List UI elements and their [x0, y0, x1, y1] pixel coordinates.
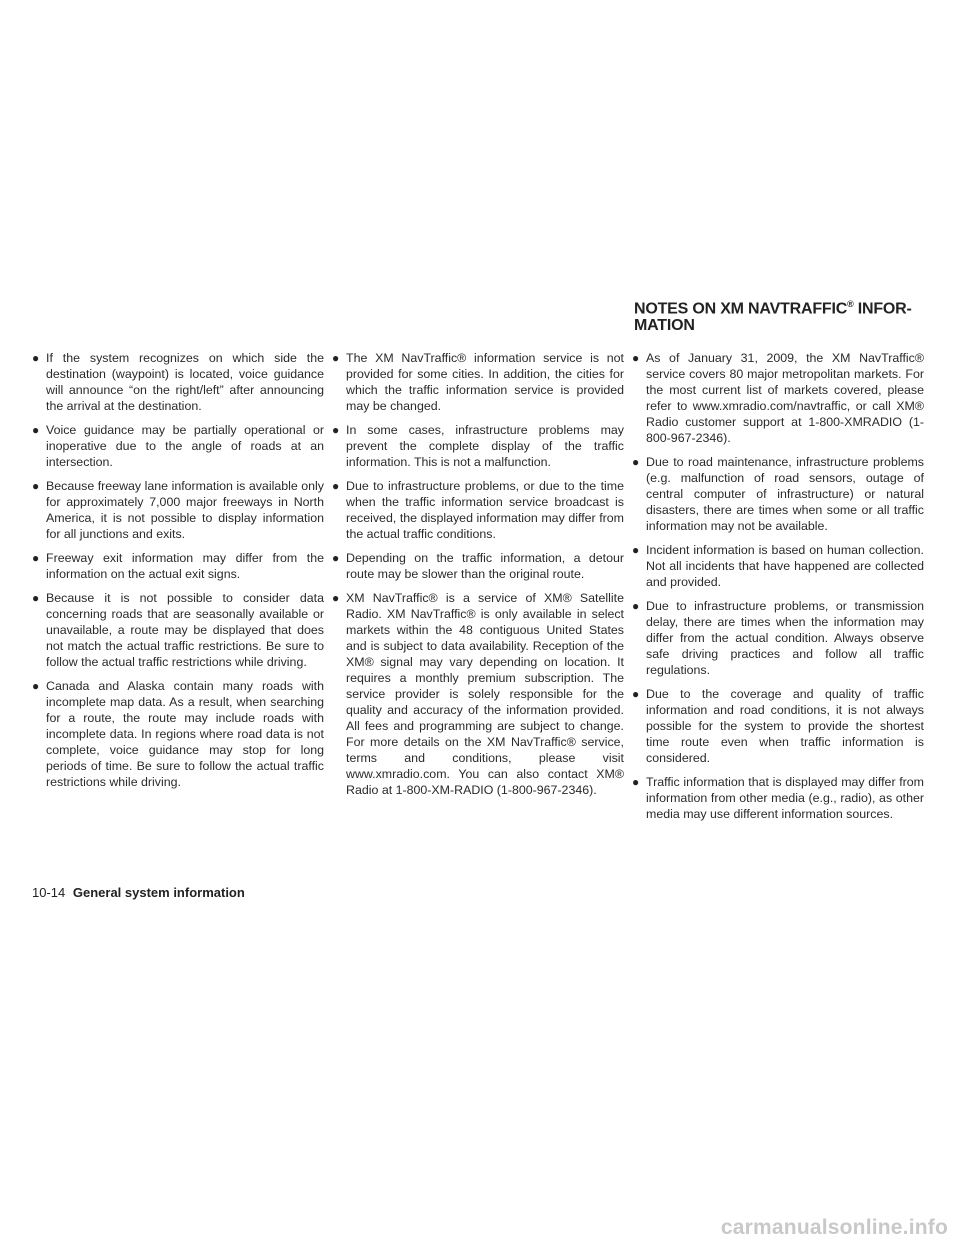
heading-line1-end: INFOR- [853, 300, 912, 318]
list-item [332, 350, 624, 414]
bullet-icon: ● [632, 775, 640, 789]
list-item-text: Traffic information that is displayed may differ from information from other media (e.g., radio), as other media may use different information sources. [646, 775, 924, 821]
bullet-icon: ● [332, 479, 340, 493]
list-item-text: Incident information is based on human collection. Not all incidents that have happened are collected and provided. [646, 543, 924, 589]
heading-registered-mark: ® [847, 299, 854, 309]
bullet-icon: ● [632, 455, 640, 469]
bullet-icon: ● [632, 599, 640, 613]
column-left [32, 350, 324, 798]
list-item-text: Due to the coverage and quality of traffic information and road conditions, it is not always possible for the system to provide the shortest time route even when traffic information is considered. [646, 687, 924, 765]
bullet-icon: ● [32, 423, 40, 437]
list-item-text: If the system recognizes on which side the destination (waypoint) is located, voice guidance will announce “on the right/left” after announcing the arrival at the destination. [46, 351, 324, 413]
list-item-text: Due to infrastructure problems, or transmission delay, there are times when the information may differ from the actual condition. Always observe safe driving practices and follow all traffic regulations. [646, 599, 924, 677]
list-item-text: The XM NavTraffic® information service is not provided for some cities. In addition, the cities for which the traffic information service is provided may be changed. [346, 351, 624, 413]
list-item [32, 678, 324, 790]
list-item-text: Due to road maintenance, infrastructure problems (e.g. malfunction of road sensors, outage of central computer of infrastructure) or natural disasters, there are times when some or all traffic information may not be available. [646, 455, 924, 533]
heading-line1: NOTES ON XM NAVTRAFFIC [634, 300, 848, 318]
section-title: General system information [72, 885, 245, 900]
heading-line2: MATION [634, 317, 695, 335]
bullet-icon: ● [332, 551, 340, 565]
column-right [632, 350, 924, 830]
page-footer [32, 885, 245, 900]
page-number: 10-14 [32, 885, 66, 900]
list-item [632, 774, 924, 822]
section-heading [634, 296, 934, 334]
list-item-text: Canada and Alaska contain many roads with incomplete map data. As a result, when searching for a route, the route may include roads with incomplete data. In regions where road data is not complete, voice guidance may stop for long periods of time. Be sure to follow the actual traffic restrictions while driving. [46, 679, 324, 789]
list-item [332, 422, 624, 470]
list-item-text: Depending on the traffic information, a detour route may be slower than the original route. [346, 551, 624, 581]
bullet-icon: ● [632, 543, 640, 557]
bullet-icon: ● [632, 351, 640, 365]
list-item [32, 478, 324, 542]
list-item-text: Because it is not possible to consider data concerning roads that are seasonally available or unavailable, a route may be displayed that does not match the actual traffic restrictions. Be sure to follow the actual traffic restrictions while driving. [46, 591, 324, 669]
list-item [32, 550, 324, 582]
list-item [632, 542, 924, 590]
list-item [632, 350, 924, 446]
bullet-icon: ● [32, 591, 40, 605]
bullet-icon: ● [32, 551, 40, 565]
list-item [32, 422, 324, 470]
list-item [632, 686, 924, 766]
watermark-bar [0, 1212, 960, 1242]
list-item [32, 590, 324, 670]
bullet-icon: ● [32, 351, 40, 365]
bullet-icon: ● [332, 423, 340, 437]
list-item [632, 454, 924, 534]
list-item-text: XM NavTraffic® is a service of XM® Satellite Radio. XM NavTraffic® is only available in select markets within the 48 contiguous United States and is subject to data availability. Reception of the XM® signal may vary depending on location. It requires a monthly premium subscription. The service provider is solely responsible for the quality and accuracy of the information provided. All fees and programming are subject to change. For more details on the XM NavTraffic® service, terms and conditions, please visit www.xmradio.com. You can also contact XM® Radio at 1-800-XM-RADIO (1-800-967-2346). [346, 591, 624, 797]
bullet-icon: ● [632, 687, 640, 701]
list-item [32, 350, 324, 414]
list-item-text: In some cases, infrastructure problems may prevent the complete display of the traffic information. This is not a malfunction. [346, 423, 624, 469]
bullet-icon: ● [332, 591, 340, 605]
list-item-text: Voice guidance may be partially operational or inoperative due to the angle of roads at an intersection. [46, 423, 324, 469]
bullet-icon: ● [32, 479, 40, 493]
list-item [332, 478, 624, 542]
list-item [332, 550, 624, 582]
column-middle [332, 350, 624, 806]
list-item-text: Freeway exit information may differ from the information on the actual exit signs. [46, 551, 324, 581]
bullet-icon: ● [32, 679, 40, 693]
list-item [632, 598, 924, 678]
watermark-text: carmanualsonline.info [720, 1216, 948, 1239]
bullet-icon: ● [332, 351, 340, 365]
list-item-text: Due to infrastructure problems, or due to the time when the traffic information service broadcast is received, the displayed information may differ from the actual traffic conditions. [346, 479, 624, 541]
list-item-text: As of January 31, 2009, the XM NavTraffic® service covers 80 major metropolitan markets. For the most current list of markets covered, please refer to www.xmradio.com/navtraffic, or call XM® Radio customer support at 1-800-XMRADIO (1-800-967-2346). [646, 351, 924, 445]
list-item-text: Because freeway lane information is available only for approximately 7,000 major freeways in North America, it is not possible to display information for all junctions and exits. [46, 479, 324, 541]
list-item [332, 590, 624, 798]
